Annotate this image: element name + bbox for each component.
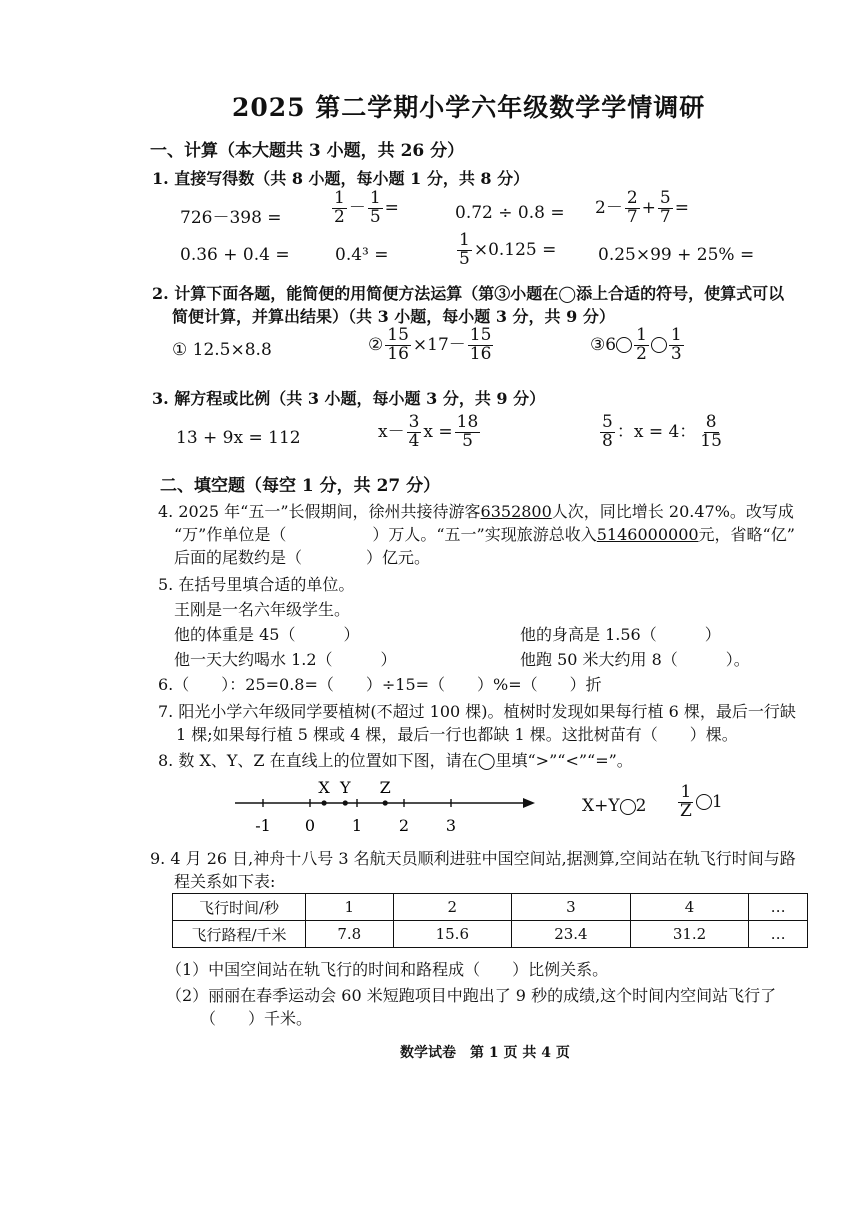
table-cell: 7.8 xyxy=(306,921,394,948)
question-3-heading: 3. 解方程或比例（共 3 小题，每小题 3 分，共 9 分） xyxy=(152,389,546,408)
number-line-point xyxy=(343,800,348,805)
page-footer: 数学试卷 第 1 页 共 4 页 xyxy=(400,1045,570,1061)
comparison-circle[interactable] xyxy=(620,799,636,815)
table-row xyxy=(173,921,808,948)
q3-equation-3: $\frac{5}{8}$ ：x = 4： $\frac{8}{15}$ xyxy=(602,412,722,451)
number-line-point-label: Y xyxy=(339,778,351,797)
table-cell: 4 xyxy=(630,894,749,921)
table-cell: 1 xyxy=(306,894,394,921)
q5-item-water: 他一天大约喝水 1.2（ ） xyxy=(174,650,397,669)
revenue-amount: 5146000000 xyxy=(596,525,699,544)
operator-circle[interactable] xyxy=(616,337,632,353)
flight-table xyxy=(172,893,808,948)
table-cell: 飞行时间/秒 xyxy=(173,894,306,921)
q1-item-7: $\frac{1}{5}$ ×0.125 = xyxy=(459,230,557,269)
q1-item-8: 0.25×99 + 25% = xyxy=(598,245,755,265)
number-line-tick-label: 0 xyxy=(304,816,316,835)
table-cell: 飞行路程/千米 xyxy=(173,921,306,948)
table-cell: 2 xyxy=(393,894,512,921)
number-line-point xyxy=(322,800,327,805)
q3-equation-1: 13 + 9x = 112 xyxy=(176,428,301,448)
question-6: 6.（ ）：25=0.8=（ ）÷15=（ ）%=（ ）折 xyxy=(158,675,602,694)
table-cell: … xyxy=(749,921,808,948)
q5-item-height: 他的身高是 1.56（ ） xyxy=(520,625,721,644)
question-4-line-2: “万”作单位是（ ）万人。“五一”实现旅游总收入5146000000元，省略“亿” xyxy=(174,525,795,544)
q1-item-4: 2－ $\frac{2}{7}$ + $\frac{5}{7}$ = xyxy=(595,188,689,227)
q5-item-running: 他跑 50 米大约用 8（ ）。 xyxy=(520,650,750,669)
q1-item-6: 0.4³ = xyxy=(335,245,389,265)
question-2-line-2: 简便计算，并算出结果）（共 3 小题，每小题 3 分，共 9 分） xyxy=(172,307,615,326)
number-line-tick-label: -1 xyxy=(255,816,271,835)
section-heading-fill-in: 二、填空题（每空 1 分，共 27 分） xyxy=(160,476,441,496)
q2-problem-2: ② $\frac{15}{16}$ ×17－ $\frac{15}{16}$ xyxy=(368,325,492,364)
table-cell: 3 xyxy=(512,894,631,921)
question-7-line-2: 1 棵;如果每行植 5 棵或 4 棵，最后一行也都缺 1 棵。这批树苗有（ ）棵。 xyxy=(176,725,738,744)
comparison-circle[interactable] xyxy=(696,794,712,810)
question-9-sub-2-line-2: （ ）千米。 xyxy=(200,1009,313,1028)
page-title: 2025 第二学期小学六年级数学学情调研 xyxy=(232,93,706,122)
number-line-point-label: Z xyxy=(379,778,391,797)
table-cell: … xyxy=(749,894,808,921)
question-4-line-3: 后面的尾数约是（ ）亿元。 xyxy=(174,548,431,567)
number-line-tick-label: 1 xyxy=(351,816,363,835)
number-line-tick-label: 3 xyxy=(445,816,457,835)
question-5-heading: 5. 在括号里填合适的单位。 xyxy=(158,575,355,594)
number-line-point xyxy=(383,800,388,805)
number-line-tick-label: 2 xyxy=(398,816,410,835)
table-cell: 15.6 xyxy=(393,921,512,948)
comparison-1: X+Y 2 xyxy=(582,796,647,816)
question-9-sub-2-line-1: （2）丽丽在春季运动会 60 米短跑项目中跑出了 9 秒的成绩,这个时间内空间站飞行了 xyxy=(166,986,777,1005)
q1-item-1: 726－398 = xyxy=(180,208,282,228)
q3-equation-2: x－ $\frac{3}{4}$ x = $\frac{18}{5}$ xyxy=(378,412,479,451)
question-7-line-1: 7. 阳光小学六年级同学要植树(不超过 100 棵)。植树时发现如果每行植 6 棵，最后一行缺 xyxy=(158,702,796,721)
q1-item-2: $\frac{1}{2}$ － $\frac{1}{5}$ = xyxy=(334,188,399,227)
number-line-point-label: X xyxy=(318,778,330,797)
q5-item-weight: 他的体重是 45（ ） xyxy=(174,625,360,644)
question-8: 8. 数 X、Y、Z 在直线上的位置如下图，请在◯里填“>”“<”“=”。 xyxy=(158,751,633,770)
question-9-line-2: 程关系如下表: xyxy=(174,872,276,891)
table-row xyxy=(173,894,808,921)
visitor-count: 6352800 xyxy=(480,502,552,521)
table-cell: 31.2 xyxy=(630,921,749,948)
question-2-line-1: 2. 计算下面各题，能简便的用简便方法运算（第③小题在◯添上合适的符号，使算式可以 xyxy=(152,284,785,303)
q1-item-3: 0.72 ÷ 0.8 = xyxy=(455,203,565,223)
comparison-2: $\frac{1}{Z}$ 1 xyxy=(680,782,723,821)
table-cell: 23.4 xyxy=(512,921,631,948)
question-4-line-1: 4. 2025 年“五一”长假期间，徐州共接待游客6352800人次，同比增长 20.47%。改写成 xyxy=(158,502,794,521)
q2-problem-3: ③6 $\frac{1}{2}$ $\frac{1}{3}$ xyxy=(590,325,682,364)
section-heading-calculation: 一、计算（本大题共 3 小题，共 26 分） xyxy=(150,141,465,161)
q1-item-5: 0.36 + 0.4 = xyxy=(180,245,290,265)
operator-circle[interactable] xyxy=(651,337,667,353)
question-9-line-1: 9. 4 月 26 日,神舟十八号 3 名航天员顺利进驻中国空间站,据测算,空间站在轨飞行时间与路 xyxy=(150,849,796,868)
number-line-arrow xyxy=(523,798,535,808)
question-5-intro: 王刚是一名六年级学生。 xyxy=(174,600,351,619)
question-9-sub-1: （1）中国空间站在轨飞行的时间和路程成（ ）比例关系。 xyxy=(166,960,609,979)
number-line xyxy=(225,770,545,840)
q2-problem-1: ① 12.5×8.8 xyxy=(172,340,272,360)
question-1-heading: 1. 直接写得数（共 8 小题，每小题 1 分，共 8 分） xyxy=(152,169,530,188)
